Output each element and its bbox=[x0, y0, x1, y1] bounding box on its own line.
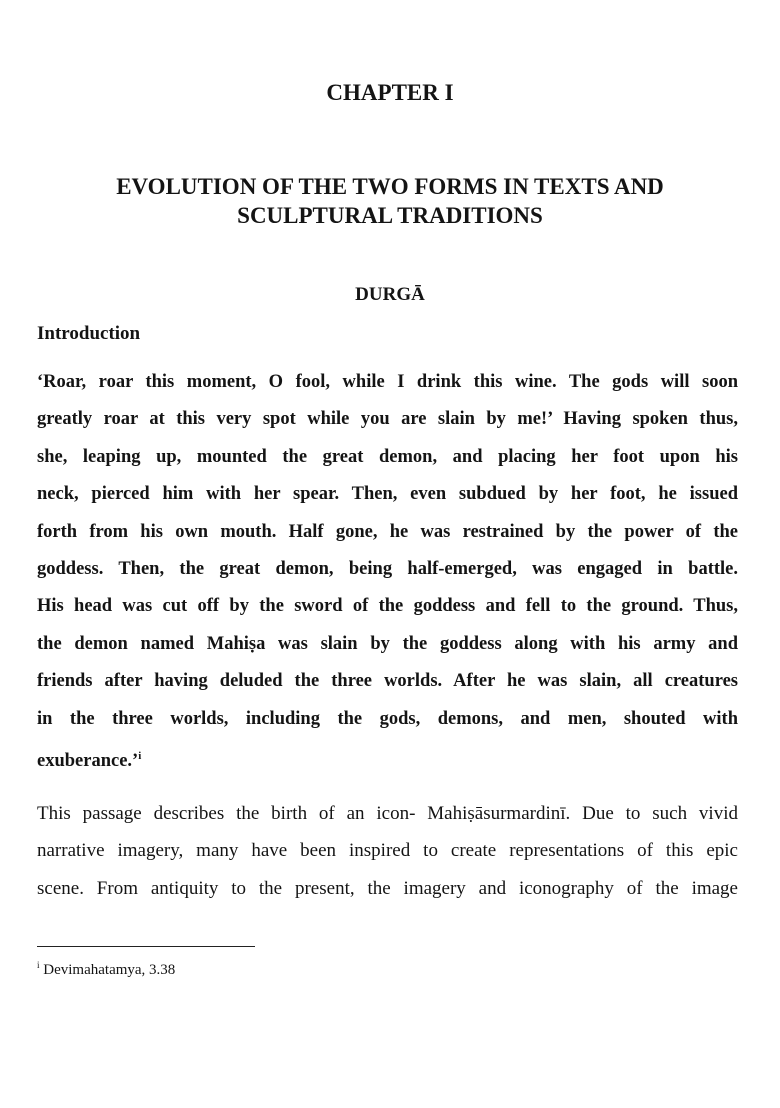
chapter-heading: CHAPTER I bbox=[326, 80, 454, 105]
body-line: This passage describes the birth of an icon- Mahiṣāsurmardinī. Due to such vivid bbox=[37, 803, 738, 824]
quote-line-text: exuberance.’ bbox=[37, 751, 139, 772]
chapter-title-line: EVOLUTION OF THE TWO FORMS IN TEXTS AND bbox=[116, 174, 664, 199]
section-heading: DURGĀ bbox=[355, 284, 425, 305]
quote-line: greatly roar at this very spot while you are slain by me!’ Having spoken thus, bbox=[37, 409, 738, 430]
chapter-title-line: SCULPTURAL TRADITIONS bbox=[237, 203, 543, 228]
quote-line: forth from his own mouth. Half gone, he was restrained by the power of the bbox=[37, 521, 738, 542]
body-line: narrative imagery, many have been inspired to create representations of this epic bbox=[37, 840, 738, 862]
quote-line: the demon named Mahiṣa was slain by the goddess along with his army and bbox=[37, 633, 738, 654]
quote-paragraph bbox=[37, 364, 738, 775]
chapter-title bbox=[0, 172, 780, 230]
quote-line: His head was cut off by the sword of the goddess and fell to the ground. Thus, bbox=[37, 596, 738, 617]
footnote bbox=[37, 960, 175, 979]
quote-line: neck, pierced him with her spear. Then, even subdued by her foot, he issued bbox=[37, 484, 738, 505]
quote-line bbox=[37, 738, 738, 775]
body-paragraph bbox=[37, 795, 738, 907]
quote-line: she, leaping up, mounted the great demon, and placing her foot upon his bbox=[37, 446, 738, 467]
quote-line: friends after having deluded the three worlds. After he was slain, all creatures bbox=[37, 671, 738, 692]
footnote-reference[interactable]: i bbox=[138, 749, 142, 762]
quote-line: goddess. Then, the great demon, being half-emerged, was engaged in battle. bbox=[37, 558, 738, 579]
quote-line: ‘Roar, roar this moment, O fool, while I drink this wine. The gods will soon bbox=[37, 372, 738, 392]
subsection-heading: Introduction bbox=[37, 323, 141, 344]
quote-line: in the three worlds, including the gods, demons, and men, shouted with bbox=[37, 708, 738, 729]
footnote-marker: i bbox=[37, 960, 40, 970]
footnote-text: Devimahatamya, 3.38 bbox=[39, 962, 176, 978]
footnote-divider bbox=[37, 946, 255, 947]
body-line: scene. From antiquity to the present, the imagery and iconography of the image bbox=[37, 877, 738, 899]
